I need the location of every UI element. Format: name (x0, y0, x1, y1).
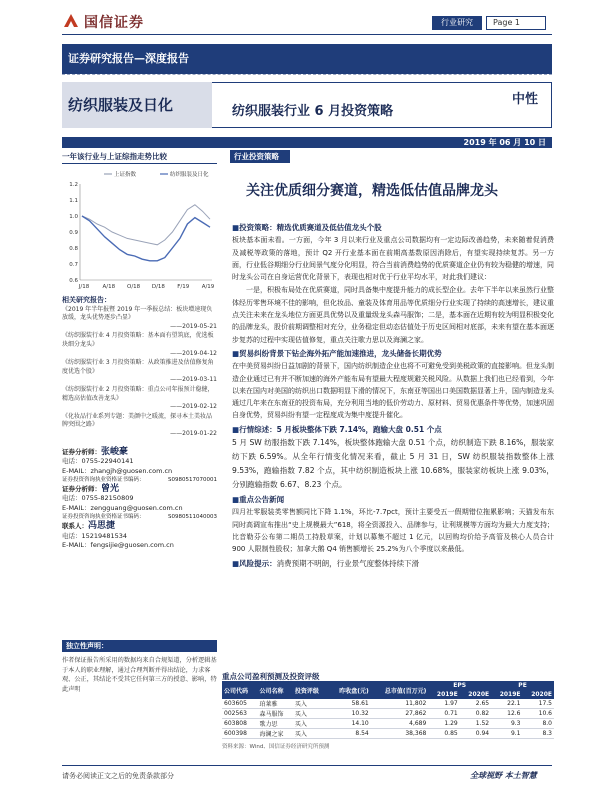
page-number: Page 1 (486, 16, 546, 30)
table-cell: 12.6 (491, 709, 522, 719)
table-cell: 0.71 (428, 709, 459, 719)
table-cell: 9.3 (491, 719, 522, 729)
y-tick-label: 0.7 (69, 262, 78, 268)
table-cell: 11,802 (371, 699, 429, 709)
table-cell: 10.32 (328, 709, 370, 719)
table-cell: 603605 (222, 699, 257, 709)
table-title: 重点公司盈利预测及投资评级 (222, 672, 320, 681)
col-header: 公司代码 (222, 681, 257, 699)
table-cell: 海澜之家 (257, 729, 292, 739)
paragraph: 5 月 SW 纺服指数下跌 7.14%，板块整体跑输大盘 0.51 个点，纺织制造下跌 8.16%，服装家纺下跌 6.59%。从全年行情变化情况来看，截止 5 月 31 日，SW 纺织服装指数整体上涨 9.53%，跑输指数 7.82 个点，其中纺织制造板块上涨 10.68%，服装家纺板块上涨 9.03%，分别跑输指数 6.67、8.23 个点。 (232, 438, 554, 490)
table-source: 资料来源：Wind、国信证券经济研究所预测 (222, 744, 330, 750)
table-cell: 22.1 (491, 699, 522, 709)
col-header: 2020E (523, 690, 555, 699)
report-item: 《纺织服装行业 2 月投资策略：重点公司年报预计稳健，精选高估值改善龙头》 ——2019-02-12 (62, 385, 217, 411)
analyst-name: 张峻豪 (101, 447, 129, 457)
col-group-header: EPS (428, 681, 491, 690)
col-header: 投资评级 (293, 681, 328, 699)
footer-disclaimer: 请务必阅读正文之后的免责条款部分 (62, 772, 174, 780)
col-header: 2019E (428, 690, 459, 699)
table-cell: 0.82 (460, 709, 491, 719)
x-tick-label: F/19 (177, 284, 190, 290)
col-header: 总市值(百万元) (371, 681, 429, 699)
y-tick-label: 0.9 (69, 230, 78, 236)
main-title: 关注优质细分赛道，精选低估值品牌龙头 (246, 183, 498, 199)
table-row (222, 709, 554, 719)
table-cell: 27,862 (371, 709, 429, 719)
table-row (222, 729, 554, 739)
section-tag: 行业投资策略 (230, 150, 290, 163)
table-cell: 10.6 (523, 709, 555, 719)
table-cell: 8.0 (523, 719, 555, 729)
table-cell: 9.1 (491, 729, 522, 739)
table-cell: 8.3 (523, 729, 555, 739)
analyst-block: 联系人：冯思捷 电话： 15219481534 E-MAIL： fengsijie@guosen.com.cn (62, 521, 174, 549)
table-cell: 38,368 (371, 729, 429, 739)
table-cell: 1.52 (460, 719, 491, 729)
col-header: 2019E (491, 690, 522, 699)
x-tick-label: D/18 (151, 284, 165, 290)
header-rule (62, 34, 552, 35)
report-item: 《2019 年半年报暨 2019 年一季报总结：板块增速现负放缓，龙头优势逐步凸显》 ——2019-05-21 (62, 305, 217, 330)
footer-rule (62, 765, 552, 766)
guosen-logo-icon (62, 12, 80, 30)
report-item: 《纺织服装行业 4 月投资策略：基本面有望筑底，优选板块细分龙头》 ——2019-04-12 (62, 332, 217, 357)
table-cell: 14.10 (328, 719, 370, 729)
section-heading: ■ 行情综述：5 月板块整体下跌 7.14%，跑输大盘 0.51 个点 (232, 424, 554, 436)
series-line (82, 216, 210, 261)
table-cell: 1.97 (428, 699, 459, 709)
section-heading: ■ 重点公告新闻 (232, 494, 554, 506)
paragraph: 在中美贸易纠纷日益加剧的背景下，国内纺织制造企业也将不可避免受到美税政策的直接影响。但龙头制造企业通过已有并不断加速的海外产能布局有望最大程度规避关税风险。从数据上我们也已经看到，今年以来在国内对美国的纺织出口数据明显下滑的情况下，东南亚等国出口美国数据显著上升，国内制造龙头通过几年来在东南亚的投资布局，充分利用当地的低价劳动力、原材料、贸易优惠条件等优势，加速巩固自身优势，贸易纠纷有望一定程度成为集中度提升催化。 (232, 362, 554, 420)
report-item: 《化妆品行业系列专题：美颜中之暖流，探寻本土美妆品牌突围之路》 ——2019-01-22 (62, 412, 217, 437)
report-headline: 纺织服装行业 6 月投资策略 (232, 104, 394, 119)
disclaimer-heading: 独立性声明： (62, 640, 217, 652)
legend-entry: 上证指数 (114, 172, 137, 178)
analyst-block: 证券分析师：曾光 电话： 0755-82150809 E-MAIL： zengguang@guosen.com.cn 证券投资咨询执业资格证书编码： S0980511040003 (62, 484, 217, 521)
table-cell: 17.5 (523, 699, 555, 709)
y-tick-label: 1.2 (69, 182, 78, 188)
col-header: 2020E (460, 690, 491, 699)
table-cell: 珀莱雅 (257, 699, 292, 709)
table-row (222, 699, 554, 709)
col-header: 公司名称 (257, 681, 292, 699)
table-cell: 买入 (293, 699, 328, 709)
analyst-block: 证券分析师：张峻豪 电话： 0755-22940141 E-MAIL： zhangjh@guosen.com.cn 证券投资咨询执业资格证书编码： S0980517070001 (62, 447, 217, 483)
legend-entry: 纺织服装及日化 (170, 172, 209, 178)
paragraph: 一是，积极布局处在优质赛道，同时具备集中度提升能力的成长型企业。去年下半年以来虽然行业整体经历零售环境不佳的影响，但化妆品、童装及体育用品等优质细分行业实现了持续的高速增长，建议重点关注未来在龙头地位方面更具优势以及重量级龙头森马服饰；二是，基本面在近期有较为明显积极变化的品牌龙头，股价前期调整相对充分，业务稳定但动态估值处于历史区间相对底部，未来有望在基本面逐步复苏的过程中实现估值修复，重点关注歌力思以及海澜之家。 (232, 286, 554, 344)
related-reports-heading: 相关研究报告： (62, 296, 111, 304)
table-row (222, 719, 554, 729)
y-tick-label: 0.8 (69, 246, 78, 252)
col-group-header: PE (491, 681, 554, 690)
table-cell: 2.65 (460, 699, 491, 709)
email-link[interactable]: zhangjh@guosen.com.cn (90, 466, 173, 475)
table-cell: 0.85 (428, 729, 459, 739)
footer-slogan: 全球视野 本土智慧 (470, 771, 537, 780)
section-heading: ■ 投资策略：精选优质赛道及低估值龙头个股 (232, 222, 554, 234)
report-type-tag: 行业研究 (432, 16, 482, 30)
table-cell: 002563 (222, 709, 257, 719)
y-tick-label: 0.6 (69, 278, 78, 284)
industry-rating: 中性 (512, 92, 539, 107)
table-cell: 0.94 (460, 729, 491, 739)
main-body (232, 220, 554, 570)
x-tick-label: A/18 (102, 284, 116, 290)
email-link[interactable]: fengsijie@guosen.com.cn (90, 540, 174, 549)
table-cell: 1.29 (428, 719, 459, 729)
paragraph: 板块基本面未看。一方面，今年 3 月以来行业及重点公司数据均有一定边际改善趋势，未来随着促消费及减税等政策的落地，预计 Q2 开行业基本面在前期高基数原因消除后，有望实现持续复苏。另一方面，行业低谷期细分行业间景气度分化明显，符合当前消费趋势的优质赛道企业仍有较为稳健的增速，同时龙头公司在自身运营优化背景下，表现也相对优于行业平均水平，对此我们建议： (232, 236, 554, 282)
analyst-name: 冯思捷 (88, 521, 116, 532)
col-header: 昨收盘(元) (328, 681, 370, 699)
y-tick-label: 1.1 (69, 198, 78, 204)
industry-name: 纺织服装及日化 (62, 82, 212, 128)
related-reports (62, 296, 217, 440)
trend-chart (62, 168, 217, 296)
table-cell: 603808 (222, 719, 257, 729)
table-cell: 600398 (222, 729, 257, 739)
disclaimer-body: 作者保证报告所采用的数据均来自合规渠道，分析逻辑基于本人的职业理解，通过合理判断并得出结论，力求客观、公正，其结论不受其它任何第三方的授意、影响，特此声明 (62, 657, 217, 693)
table-cell: 4,689 (371, 719, 429, 729)
series-line (82, 205, 210, 245)
table-cell: 买入 (293, 719, 328, 729)
report-item: 《纺织服装行业 3 月投资策略：从政策推进及估值修复角度优选个股》 ——2019-03-11 (62, 359, 217, 384)
analyst-name: 曾光 (101, 484, 120, 495)
table-cell: 买入 (293, 709, 328, 719)
chart-heading: 一年该行业与上证综指走势比较 (62, 150, 217, 164)
email-link[interactable]: zengguang@guosen.com.cn (90, 503, 183, 512)
paragraph: 四月社零服装类零售额同比下降 1.1%，环比-7.7pct，预计主要受五一假期错位拖累影响；天猫发布东同时高调宣布推出“史上规模最大”618，将全资源投入、品牌参与，让利规模等方面均为最大力度支持；比音勒芬公布第二期员工持股草案，计划以募集不超过 1 亿元，以回购均价给予高管及核心人员合计 900 人限制性股权；加拿大鹅 Q4 销售额增长 25.2%为八个季度以来最低。 (232, 508, 554, 554)
section-heading: ■ 贸易纠纷背景下钻企海外拓产能加速推进，龙头储备长期优势 (232, 348, 554, 360)
x-tick-label: O/18 (127, 284, 141, 290)
table-cell: 买入 (293, 729, 328, 739)
forecast-table (222, 681, 554, 739)
section-heading: ■ 风险提示：消费预期不明朗，行业景气度整体持续下滑 (232, 558, 554, 570)
table-cell: 58.61 (328, 699, 370, 709)
table-cell: 森马服饰 (257, 709, 292, 719)
x-tick-label: A/19 (201, 284, 215, 290)
brand-name: 国信证券 (84, 15, 144, 31)
y-tick-label: 1.0 (69, 214, 78, 220)
report-category-band: 证券研究报告—深度报告 (62, 44, 552, 74)
analyst-contacts (62, 448, 217, 550)
report-date: 2019 年 06 月 10 日 (62, 137, 552, 148)
x-tick-label: J/18 (78, 284, 90, 290)
table-cell: 歌力思 (257, 719, 292, 729)
table-cell: 8.54 (328, 729, 370, 739)
band-divider (62, 74, 552, 75)
